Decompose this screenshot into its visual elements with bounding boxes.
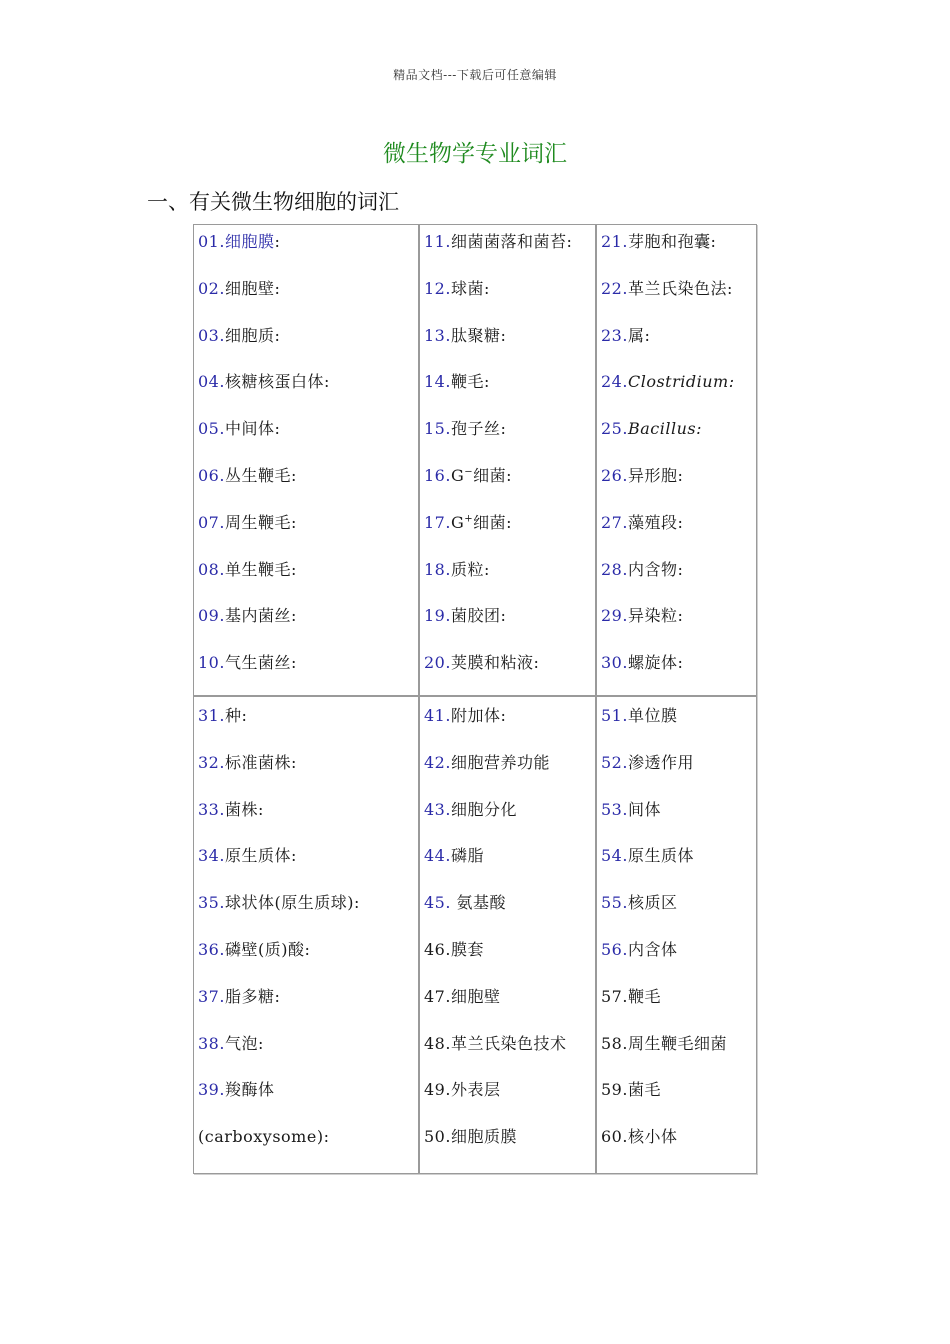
entry-number: 01. (198, 232, 225, 251)
vocab-entry (601, 1077, 754, 1124)
vocab-entry (424, 603, 595, 650)
vocab-entry (424, 650, 595, 697)
entry-term: 异染粒 (627, 606, 678, 626)
entry-term: G (450, 512, 465, 532)
vocab-entry (424, 750, 595, 797)
entry-number: 32. (198, 752, 225, 772)
entry-term: Clostridium: (627, 372, 735, 392)
entry-colon: : (290, 512, 297, 532)
entry-number: 34. (198, 846, 225, 866)
entry-colon: : (506, 512, 513, 532)
vocab-entry (424, 557, 595, 604)
vocab-entry (601, 557, 754, 604)
entry-term: 菌株 (224, 799, 258, 819)
entry-number: 08. (198, 559, 225, 579)
vocab-entry (198, 276, 418, 323)
entry-colon: : (677, 606, 684, 626)
entry-number: 04. (198, 372, 225, 392)
entry-term: Bacillus: (627, 419, 702, 439)
vocab-entry (198, 510, 418, 557)
entry-term: 属 (627, 325, 645, 345)
vocab-entry (198, 650, 418, 697)
entry-number: 41. (424, 706, 451, 725)
entry-number: 09. (198, 606, 225, 626)
vocab-entry (601, 797, 754, 844)
vocab-entry (198, 750, 418, 797)
entry-colon: : (274, 986, 281, 1006)
vocab-entry (424, 843, 595, 890)
vocab-entry (601, 890, 754, 937)
vocab-entry (198, 603, 418, 650)
entry-term: 气生菌丝 (224, 653, 291, 673)
entry-number: 50. (424, 1127, 451, 1147)
vocab-entry (424, 797, 595, 844)
entry-number: 15. (424, 419, 451, 439)
entry-number: 17. (424, 512, 451, 532)
entry-number: 02. (198, 278, 225, 298)
entry-term: 基内菌丝 (224, 606, 291, 626)
entry-term: 内含物 (627, 559, 678, 579)
entry-term: 芽胞和孢囊 (627, 232, 711, 251)
entry-number: 07. (198, 512, 225, 532)
vocab-entry (198, 416, 418, 463)
entry-number: 31. (198, 706, 225, 725)
vocab-entry (601, 703, 754, 750)
entry-colon: : (644, 325, 651, 345)
entry-term: 细胞壁 (450, 986, 501, 1006)
vocab-entry (198, 1124, 418, 1171)
entry-term: 间体 (627, 799, 661, 819)
vocab-entry (424, 510, 595, 557)
vocab-entry (424, 276, 595, 323)
entry-term: 细胞质 (224, 325, 275, 345)
entry-number: 51. (601, 706, 628, 725)
entry-number: 26. (601, 465, 628, 485)
vocab-entry (601, 603, 754, 650)
entry-term[interactable]: 细胞膜 (224, 232, 275, 251)
entry-term: 种 (224, 706, 242, 725)
entry-number: 16. (424, 465, 451, 485)
entry-number: 53. (601, 799, 628, 819)
entry-number: 43. (424, 799, 451, 819)
entry-term: 标准菌株 (224, 752, 291, 772)
entry-number: 06. (198, 465, 225, 485)
vocab-entry (198, 557, 418, 604)
entry-colon: : (257, 799, 264, 819)
entry-colon: : (483, 559, 490, 579)
entry-colon: : (500, 325, 507, 345)
entry-number: 46. (424, 939, 451, 959)
entry-term: 细胞壁 (224, 278, 275, 298)
entry-term: 异形胞 (627, 465, 678, 485)
entry-term: 藻殖段 (627, 512, 678, 532)
entry-term: (carboxysome) (198, 1127, 324, 1147)
entry-term: 球状体(原生质球) (224, 893, 354, 913)
entry-number: 24. (601, 372, 628, 392)
entry-colon: : (274, 325, 281, 345)
entry-term: 单位膜 (627, 706, 678, 725)
vocab-entry (601, 1124, 754, 1171)
entry-colon: : (500, 606, 507, 626)
entry-number: 45. (424, 893, 451, 913)
entry-superscript: − (464, 466, 474, 478)
vocab-entry (198, 703, 418, 750)
entry-colon: : (726, 278, 733, 298)
entry-term: 膜套 (450, 939, 484, 959)
entry-number: 27. (601, 512, 628, 532)
header-note: 精品文档---下载后可任意编辑 (393, 68, 557, 82)
entry-colon: : (290, 653, 297, 673)
entry-term: 核质区 (627, 893, 678, 913)
entry-term: 渗透作用 (627, 752, 694, 772)
vocab-entry (198, 937, 418, 984)
entry-number: 03. (198, 325, 225, 345)
entry-term: 革兰氏染色法 (627, 278, 727, 298)
vocab-entry (601, 650, 754, 697)
entry-term: G (450, 465, 465, 485)
entry-number: 28. (601, 559, 628, 579)
entry-term: 周生鞭毛细菌 (627, 1033, 727, 1053)
entry-term: 气泡 (224, 1033, 258, 1053)
vocab-entry (424, 703, 595, 750)
entry-term: 革兰氏染色技术 (450, 1033, 567, 1053)
entry-number: 35. (198, 893, 225, 913)
entry-number: 48. (424, 1033, 451, 1053)
entry-term: 原生质体 (224, 846, 291, 866)
entry-term: 外表层 (450, 1080, 501, 1100)
entry-colon: : (290, 559, 297, 579)
entry-term: 细胞营养功能 (450, 752, 550, 772)
entry-colon: : (506, 465, 513, 485)
entry-term: 鞭毛 (450, 372, 484, 392)
vocab-entry (601, 984, 754, 1031)
entry-term: 荚膜和粘液 (450, 653, 534, 673)
entry-number: 58. (601, 1033, 628, 1053)
vocab-entry (601, 1031, 754, 1078)
vocab-entry (198, 890, 418, 937)
table-column (420, 697, 597, 1173)
vocab-entry (198, 323, 418, 370)
vocab-entry (601, 229, 754, 276)
vocab-entry (424, 229, 595, 276)
entry-term: 内含体 (627, 939, 678, 959)
vocab-entry (198, 1031, 418, 1078)
entry-number: 12. (424, 278, 451, 298)
entry-term: 肽聚糖 (450, 325, 501, 345)
vocab-entry (424, 1077, 595, 1124)
entry-number: 18. (424, 559, 451, 579)
entry-colon: : (353, 893, 360, 913)
vocab-entry (601, 510, 754, 557)
entry-number: 10. (198, 653, 225, 673)
vocab-entry (198, 1077, 418, 1124)
vocab-entry (424, 1031, 595, 1078)
vocab-entry (424, 463, 595, 510)
entry-number: 20. (424, 653, 451, 673)
entry-number: 44. (424, 846, 451, 866)
entry-number: 55. (601, 893, 628, 913)
entry-colon: : (533, 653, 540, 673)
entry-colon: : (483, 372, 490, 392)
entry-number: 19. (424, 606, 451, 626)
entry-term: 球菌 (450, 278, 484, 298)
vocabulary-table (193, 224, 757, 1174)
entry-number: 05. (198, 419, 225, 439)
entry-colon: : (677, 512, 684, 532)
entry-superscript: + (464, 513, 474, 525)
entry-term: 核小体 (627, 1127, 678, 1147)
entry-term: 附加体 (450, 706, 501, 725)
entry-colon: : (274, 232, 281, 251)
vocab-entry (424, 890, 595, 937)
entry-term: 细胞分化 (450, 799, 517, 819)
entry-number: 33. (198, 799, 225, 819)
entry-number: 47. (424, 986, 451, 1006)
vocab-entry (424, 937, 595, 984)
entry-term: 磷壁(质)酸 (224, 939, 305, 959)
entry-number: 38. (198, 1033, 225, 1053)
entry-term: 氨基酸 (450, 893, 507, 913)
entry-term: 孢子丝 (450, 419, 501, 439)
vocab-entry (601, 843, 754, 890)
vocab-entry (198, 797, 418, 844)
entry-term-suffix: 细菌 (473, 512, 507, 532)
entry-term: 菌胶团 (450, 606, 501, 626)
table-column (194, 697, 420, 1173)
entry-term: 脂多糖 (224, 986, 275, 1006)
entry-colon: : (566, 232, 573, 251)
vocab-entry (424, 416, 595, 463)
entry-number: 14. (424, 372, 451, 392)
vocab-entry (198, 843, 418, 890)
entry-colon: : (290, 465, 297, 485)
entry-number: 23. (601, 325, 628, 345)
entry-number: 56. (601, 939, 628, 959)
entry-number: 54. (601, 846, 628, 866)
entry-colon: : (500, 706, 507, 725)
entry-colon: : (710, 232, 717, 251)
vocab-entry (198, 463, 418, 510)
entry-term: 螺旋体 (627, 653, 678, 673)
entry-number: 52. (601, 752, 628, 772)
table-block (194, 695, 756, 1173)
vocab-entry (601, 750, 754, 797)
entry-colon: : (290, 752, 297, 772)
entry-term: 周生鞭毛 (224, 512, 291, 532)
entry-colon: : (257, 1033, 264, 1053)
entry-colon: : (290, 606, 297, 626)
entry-colon: : (274, 278, 281, 298)
vocab-entry (424, 369, 595, 416)
section-heading: 一、有关微生物细胞的词汇 (147, 190, 399, 214)
vocab-entry (601, 937, 754, 984)
vocab-entry (601, 276, 754, 323)
vocab-entry (198, 229, 418, 276)
entry-term: 核糖核蛋白体 (224, 372, 324, 392)
entry-colon: : (483, 278, 490, 298)
vocab-entry (601, 369, 754, 416)
entry-term: 菌毛 (627, 1080, 661, 1100)
entry-term: 鞭毛 (627, 986, 661, 1006)
entry-colon: : (323, 1127, 330, 1147)
entry-number: 59. (601, 1080, 628, 1100)
entry-number: 60. (601, 1127, 628, 1147)
vocab-entry (424, 323, 595, 370)
entry-term: 磷脂 (450, 846, 484, 866)
entry-term: 质粒 (450, 559, 484, 579)
table-block (194, 225, 756, 695)
entry-number: 37. (198, 986, 225, 1006)
entry-colon: : (500, 419, 507, 439)
entry-term: 细胞质膜 (450, 1127, 517, 1147)
entry-number: 13. (424, 325, 451, 345)
entry-number: 11. (424, 232, 451, 251)
entry-colon: : (274, 419, 281, 439)
entry-term: 细菌菌落和菌苔 (450, 232, 567, 251)
entry-number: 22. (601, 278, 628, 298)
entry-number: 30. (601, 653, 628, 673)
table-column (420, 225, 597, 695)
entry-number: 39. (198, 1080, 225, 1100)
entry-number: 57. (601, 986, 628, 1006)
entry-number: 42. (424, 752, 451, 772)
vocab-entry (601, 463, 754, 510)
entry-number: 36. (198, 939, 225, 959)
entry-term: 中间体 (224, 419, 275, 439)
vocab-entry (424, 1124, 595, 1171)
entry-colon: : (304, 939, 311, 959)
entry-term: 羧酶体 (224, 1080, 275, 1100)
entry-colon: : (677, 559, 684, 579)
vocab-entry (601, 323, 754, 370)
entry-colon: : (290, 846, 297, 866)
entry-term-suffix: 细菌 (473, 465, 507, 485)
entry-number: 29. (601, 606, 628, 626)
entry-colon: : (677, 465, 684, 485)
table-column (597, 697, 754, 1173)
document-title: 微生物学专业词汇 (383, 141, 567, 167)
vocab-entry (198, 984, 418, 1031)
vocab-entry (601, 416, 754, 463)
vocab-entry (198, 369, 418, 416)
entry-number: 21. (601, 232, 628, 251)
vocab-entry (424, 984, 595, 1031)
entry-term: 原生质体 (627, 846, 694, 866)
entry-colon: : (677, 653, 684, 673)
entry-number: 49. (424, 1080, 451, 1100)
entry-term: 单生鞭毛 (224, 559, 291, 579)
entry-number: 25. (601, 419, 628, 439)
entry-colon: : (323, 372, 330, 392)
entry-colon: : (241, 706, 248, 725)
table-column (194, 225, 420, 695)
table-column (597, 225, 754, 695)
entry-term: 丛生鞭毛 (224, 465, 291, 485)
